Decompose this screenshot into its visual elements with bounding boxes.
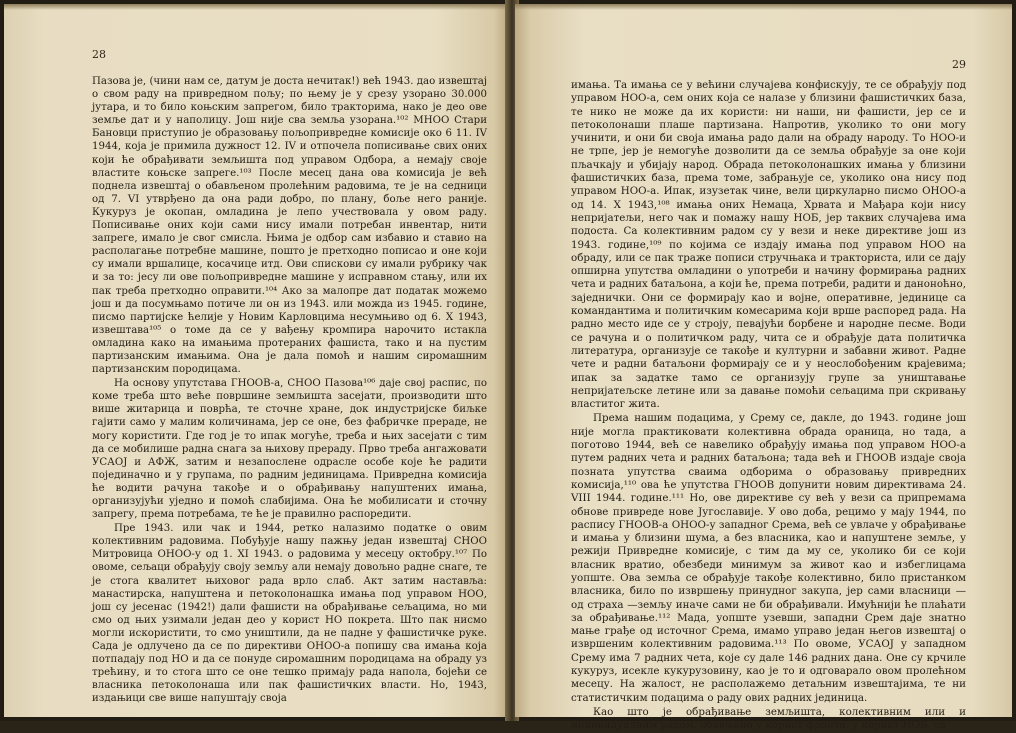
paragraph: имања. Та имања се у већини случајева конфискују, те се обрађују под управом НОО-а, сем оних која се налазе у близини фашистичких база, те нико не може да их користи: ни наши, ни фашисти, јер се и петоколонаши плаше партизана. Напротив, уколико то они могу учинити, и они би своја имања радо дали на обраду народу. То НОО-и не трпе, јер је немогуће дозволити да се земља обрађује за оне који пљачкају и убијају народ. Обрада петоколонашких имања у близини фашистичких база, према томе, забрањује се, уколико она нису под управом НОО-а. Ипак, изузетак чине, вели циркуларно писмо ОНОО-а од 14. X 1943,¹⁰⁸ имања оних Немаца, Хрвата и Мађара који нису непријатељи, него чак и помажу нашу НОБ, јер таквих случајева има подоста. Са колективним радом су у вези и неке директиве још из 1943. године,¹⁰⁹ по којима се издају имања под управом НОО на обраду, или се пак траже пописи стручњака и тракториста, или се дају опширна упутства омладини о употреби и начину формирања радних чета и радних батаљона, а који ће, према потреби, радити и даноноћно, заједнички. Они се формирају као и војне, оперативне, јединице са командантима и политичким комесарима који врше распоред рада. На радно место иде се у строју, певајући борбене и народне песме. Води се рачуна и о политичком раду, чита се и обрађује дата политичка литература, организује се такође и културни и забавни живот. Радне чете и радни батаљони формирају се и у неослобођеним крајевима; ипак за задатке тамо се организују групе за уништавање непријатељске летине или за давање помоћи сељацима при скривању властитог жита. — [571, 79, 966, 411]
page-number: 29 — [952, 58, 966, 71]
page-body — [92, 75, 487, 706]
paragraph: На основу упутстава ГНООВ-а, СНОО Пазова¹⁰⁶ даје свој распис, по коме треба што веће површине земљишта засејати, производити што више житарица и поврћа, те сточне хране, док индустријске биљке гајити само у малим количинама, јер се оне, без фабричке прераде, не могу користити. Где год је то ипак могуће, треба и њих засејати с тим да се мобилише радна снага за њихову прераду. Прво треба ангажовати УСАОЈ и АФЖ, затим и незапослене одрасле особе које ће радити појединачно и у групама, по радним јединицама. Привредна комисија ће водити рачуна такође и о обрађивању напуштених имања, организујући уједно и помоћ слабијима. Она ће мобилисати и сточну запрегу, према потребама, те ће је правилно распоредити. — [92, 378, 487, 521]
left-page — [4, 4, 509, 717]
right-page — [515, 4, 1012, 732]
page-edge-shadow — [4, 4, 509, 10]
paragraph: Пре 1943. или чак и 1944, ретко налазимо податке о овим колективним радовима. Побуђује нашу пажњу један извештај СНОО Митровица ОНОО-у од 1. XI 1943. о радовима у месецу октобру.¹⁰⁷ По овоме, сељаци обрађују своју земљу али немају довољно радне снаге, те је стога квалитет њиховог рада врло слаб. Акт затим наставља: манастирска, напуштена и петоколонашка имања под управом НОО, још су јесенас (1942!) дали фашисти на обрађивање сељацима, но ми смо од њих узимали један део у корист НО покрета. Што пак нисмо могли искористити, то смо уништили, да не падне у фашистичке руке. Сада је одлучено да се по директиви ОНОО-а попишу сва имања која потпадају под НО и да се понуде сиромашним породицама на обраду уз трећину, и то стога што се оне тешко примају рада напола, бојећи се власника петоколонаша или пак фашистичких власти. Но, 1943, издањици све више напуштају своја — [92, 523, 487, 705]
page-number: 28 — [92, 48, 106, 61]
page-edge-shadow — [515, 4, 1012, 10]
paragraph: Пазова је, (чини нам се, датум је доста нечитак!) већ 1943. дао извештај о свом раду на привредном пољу; по њему је у срезу узорано 30.000 јутара, и то било коњским запрегом, било тракторима, нако је део ове земље дат и у наполицу. Још није сва земља узорана.¹⁰² МНОО Стари Бановци приступио је образовању пољопривредне комисије око 6 11. IV 1944, која је примила дужност 12. IV и отпочела пописивање свих оних који ће обрађивати земљишта под управом Одбора, а немају своје властите коњске запреге.¹⁰³ После месец дана ова комисија је већ поднела извештај о обављеном пролећним радовима, те је на седници од 7. VI утврђено да она ради добро, по плану, боље него раније. Кукуруз је окопан, омладина је лепо учествовала у овом раду. Пописивање оних који сами нису имали потребан инвентар, нити запреге, имало је свог смисла. Њима је одбор сам избавио и ставио на располагање потребне машине, пошто је претходно пописао и оне који су имали вршалице, косачице итд. Ови спискови су имали рубрику чак и за то: јесу ли ове пољопривредне машине у исправном стању, или их пак треба претходно оправити.¹⁰⁴ Ако за малопре дат податак можемо још и да посумњамо потиче ли он из 1943. или можда из 1945. године, писмо партијске ћелије у Новим Карловцима несумњиво од 6. X 1943, извештава¹⁰⁵ о томе да се у вађењу кромпира нарочито истакла омладина како на имањима протераних фашиста, тако и на пустим партизанским имањима. Она је дала помоћ и нашим сиромашним партизанским породицама. — [92, 76, 487, 376]
paragraph: Као што је обрађивање земљишта, колективним или и индивидуалним радом, обављано у корист фронта, у корист НОБ, са — [571, 705, 966, 732]
paragraph: Према нашим подацима, у Срему се, дакле, до 1943. године још није могла практиковати колективна обрада ораница, но тада, а поготово 1944, већ се навелико обрађују имања под управом НОО-а путем радних чета и радних батаљона; тада већ и ГНООВ издаје своја позната упутства сваима одборима о образовању привредних комисија,¹¹⁰ ова ће упутства ГНООВ допунити новим директивама 24. VIII 1944. године.¹¹¹ Но, ове директиве су већ у вези са припремама обнове привреде нове Југославије. У ово доба, рецимо у мају 1944, по распису ГНООВ-а ОНОО-у западног Срема, већ се увлаче у обрађивање и имања у близини шума, а без власника, као и напуштене земље, у режији Привредне комисије, с тим да му се, уколико би се који власник вратио, обезбеди минимум за живот као и избеглицама уопште. Ова земља се обрађује такође колективно, било пристанком власника, било по извршењу принудног закупа, јер сами власници — од страха —земљу иначе сами не би обрађивали. Имућнији ће плаћати за обрађивање.¹¹² Мада, уопште узевши, западни Срем даје знатно мање грађе од источног Срема, имамо управо један његов извештај о извршеним колективним радовима.¹¹³ По овоме, УСАОЈ у западном Срему има 7 радних чета, које су дале 146 радних дана. Оне су крчиле кукуруз, исекле кукурузовину, као је то и одговарало овом пролећном месецу. На жалост, не располажемо детаљним извештајима, те ни статистичким подацима о раду ових радних јединица. — [571, 412, 966, 704]
page-body — [571, 79, 966, 733]
